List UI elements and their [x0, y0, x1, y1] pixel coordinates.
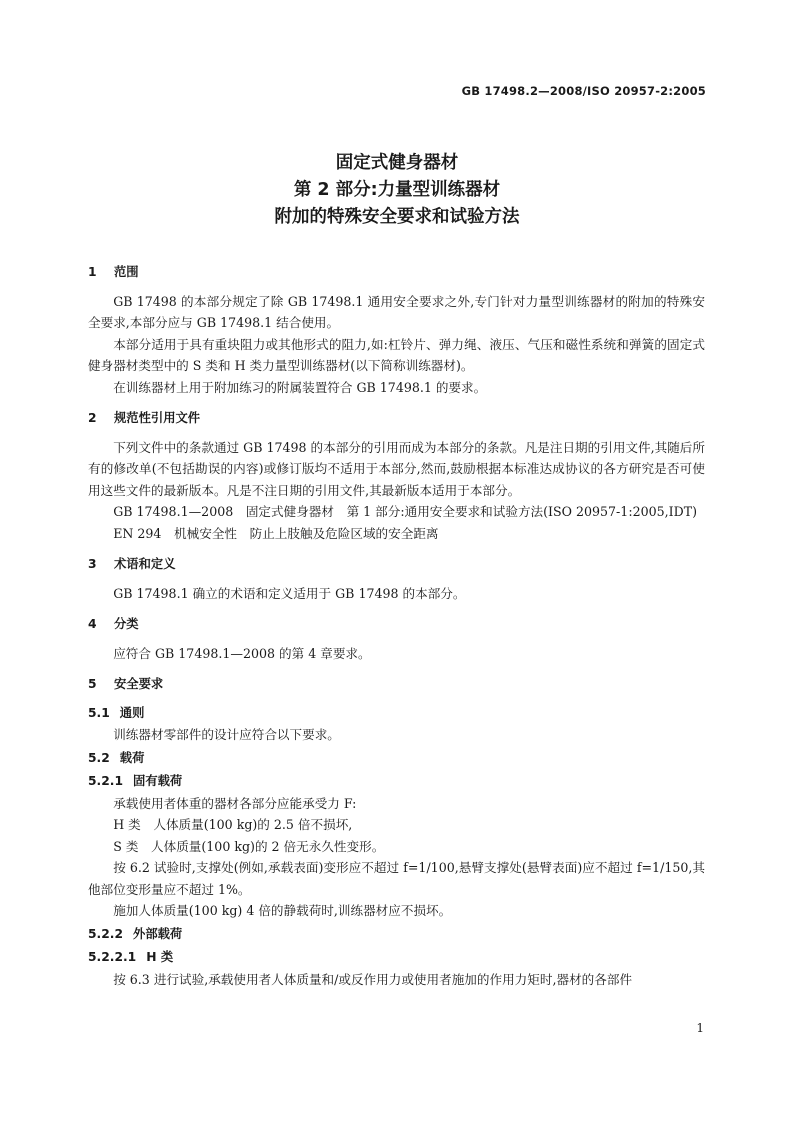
paragraph: GB 17498 的本部分规定了除 GB 17498.1 通用安全要求之外,专门针对力量型训练器材的附加的特殊安全要求,本部分应与 GB 17498.1 结合使用。: [88, 293, 705, 330]
subsection-title: 通则: [119, 705, 145, 720]
subsection-number: 5.2: [88, 750, 110, 765]
paragraph: 承载使用者体重的器材各部分应能承受力 F:: [113, 795, 357, 811]
paragraph: GB 17498.1 确立的术语和定义适用于 GB 17498 的本部分。: [113, 585, 466, 601]
subsection-number: 5.1: [88, 705, 110, 720]
section-title: 范围: [114, 265, 139, 279]
section-number: 1: [88, 265, 97, 279]
paragraph: 训练器材零部件的设计应符合以下要求。: [113, 727, 340, 742]
reference-item: EN 294 机械安全性 防止上肢触及危险区域的安全距离: [113, 525, 439, 541]
paragraph: H 类 人体质量(100 kg)的 2.5 倍不损坏,: [113, 817, 353, 832]
paragraph: 在训练器材上用于附加练习的附属装置符合 GB 17498.1 的要求。: [113, 379, 487, 395]
section-heading: [88, 614, 705, 636]
paragraph: 应符合 GB 17498.1—2008 的第 4 章要求。: [113, 645, 371, 661]
subsection-number: 5.2.2.1: [88, 950, 137, 964]
page-number: 1: [696, 1021, 704, 1035]
title-line-3: 附加的特殊安全要求和试验方法: [274, 207, 520, 227]
subsection-title: H 类: [146, 950, 174, 964]
section-heading: [88, 554, 705, 576]
paragraph: 本部分适用于具有重块阻力或其他形式的阻力,如:杠铃片、弹力绳、液压、气压和磁性系统和弹簧的固定式健身器材类型中的 S 类和 H 类力量型训练器材(以下简称训练器材)。: [88, 336, 705, 373]
title-line-2: 第 2 部分:力量型训练器材: [293, 180, 501, 200]
section-heading: [88, 674, 705, 696]
title-line-1: 固定式健身器材: [335, 153, 459, 173]
document-body: [88, 262, 705, 990]
section-heading: [88, 262, 705, 284]
subsection-number: 5.2.2: [88, 926, 124, 941]
paragraph: 按 6.2 试验时,支撑处(例如,承载表面)变形应不超过 f=1/100,悬臂支撑处(悬臂表面)应不超过 f=1/150,其他部位变形量应不超过 1%。: [88, 860, 705, 897]
section-number: 2: [88, 411, 97, 425]
subsection-heading: [88, 703, 705, 725]
reference-item: GB 17498.1—2008 固定式健身器材 第 1 部分:通用安全要求和试验方法(ISO 20957-1:2005,IDT): [113, 504, 698, 519]
subsection-title: 固有载荷: [133, 774, 183, 788]
paragraph: 下列文件中的条款通过 GB 17498 的本部分的引用而成为本部分的条款。凡是注日期的引用文件,其随后所有的修改单(不包括勘误的内容)或修订版均不适用于本部分,然而,鼓励根据本标准达成协议的各方研究是否可使用这些文件的最新版本。凡是不注日期的引用文件,其最新版本适用于本部分。: [88, 439, 705, 498]
subsection-heading: [88, 748, 705, 770]
paragraph: 按 6.3 进行试验,承载使用者人体质量和/或反作用力或使用者施加的作用力矩时,器材的各部件: [113, 971, 633, 987]
document-title: [0, 150, 794, 231]
section-number: 5: [88, 677, 97, 691]
section-title: 规范性引用文件: [114, 411, 201, 425]
standard-code: GB 17498.2—2008/ISO 20957-2:2005: [461, 84, 706, 98]
section-title: 分类: [114, 617, 139, 631]
section-number: 4: [88, 617, 97, 631]
subsection-heading: [88, 771, 705, 793]
subsection-number: 5.2.1: [88, 774, 124, 788]
section-title: 术语和定义: [114, 557, 176, 571]
subsection-title: 外部载荷: [133, 926, 183, 941]
section-heading: [88, 408, 705, 430]
paragraph: S 类 人体质量(100 kg)的 2 倍无永久性变形。: [113, 838, 385, 854]
section-title: 安全要求: [114, 677, 164, 691]
subsection-heading: [88, 924, 705, 946]
subsection-heading: [88, 947, 705, 969]
section-number: 3: [88, 557, 97, 571]
subsection-title: 载荷: [119, 750, 145, 765]
paragraph: 施加人体质量(100 kg) 4 倍的静载荷时,训练器材应不损坏。: [113, 903, 452, 918]
